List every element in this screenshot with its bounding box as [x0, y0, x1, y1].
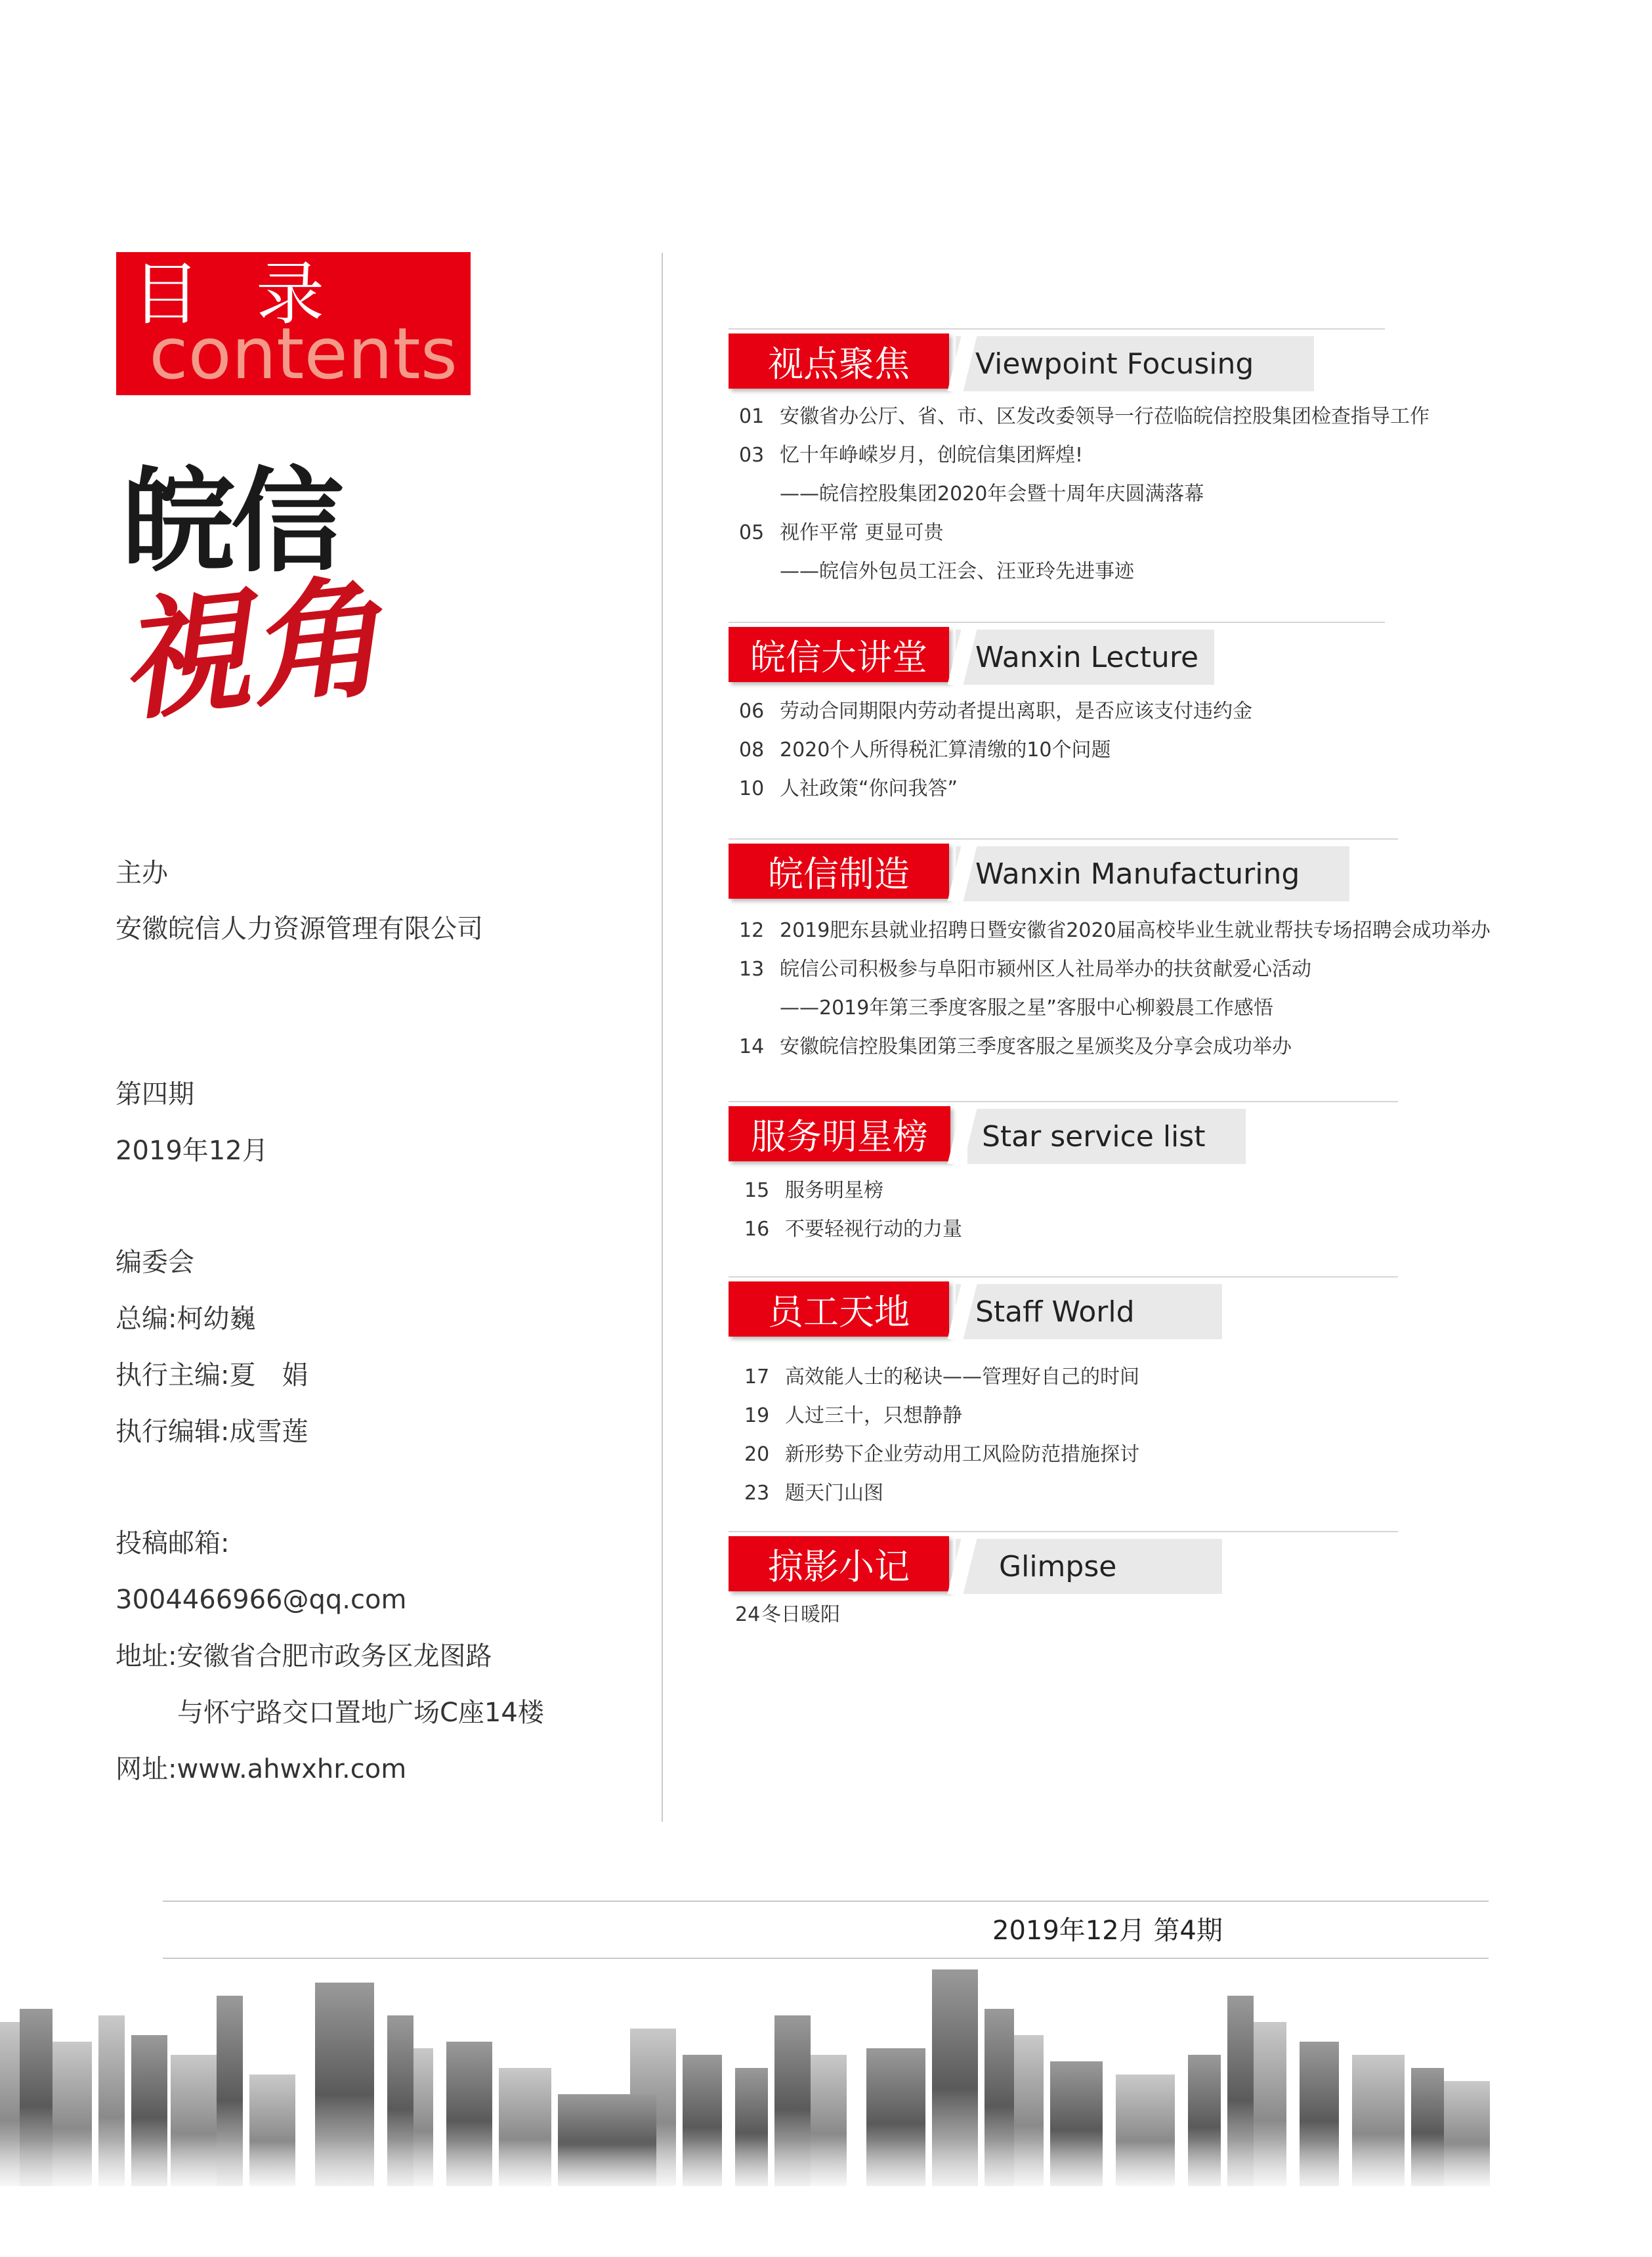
- toc-item[interactable]: [739, 442, 1083, 469]
- website-link[interactable]: 网址:www.ahwxhr.com: [116, 1754, 407, 1784]
- committee-chief: 总编:柯幼巍: [116, 1304, 256, 1334]
- page-number: 05: [739, 521, 765, 544]
- section-rule: [729, 1276, 1398, 1278]
- toc-title-en: contents: [149, 313, 457, 395]
- section-rule: [729, 328, 1385, 330]
- address-line2: 与怀宁路交口置地广场C座14楼: [177, 1698, 544, 1728]
- article-title: 人社政策“你问我答”: [780, 777, 958, 800]
- article-title: 服务明星榜: [785, 1179, 883, 1202]
- city-skyline-illustration: [0, 1943, 1652, 2257]
- page-number: 24: [735, 1603, 761, 1626]
- footer-rule-top: [163, 1901, 1489, 1902]
- section-rule: [729, 1531, 1398, 1532]
- email-label: 投稿邮箱:: [116, 1528, 230, 1558]
- section-title-en: Wanxin Manufacturing: [956, 846, 1349, 901]
- toc-item[interactable]: [744, 1403, 962, 1429]
- article-title: 2020个人所得税汇算清缴的10个问题: [780, 739, 1111, 762]
- toc-item[interactable]: [735, 1602, 840, 1628]
- page-number: 03: [739, 444, 765, 467]
- article-title: 安徽皖信控股集团第三季度客服之星颁奖及分享会成功举办: [780, 1035, 1292, 1058]
- committee-exec-editor: 执行编辑:成雪莲: [116, 1417, 308, 1447]
- toc-item[interactable]: [744, 1216, 962, 1243]
- page-number: 20: [744, 1443, 770, 1466]
- section-title-zh: 员工天地: [729, 1281, 949, 1337]
- footer-issue: 2019年12月 第4期: [992, 1916, 1223, 1946]
- article-title: 皖信公司积极参与阜阳市颍州区人社局举办的扶贫献爱心活动: [780, 958, 1311, 981]
- address-line1: 地址:安徽省合肥市政务区龙图路: [116, 1641, 492, 1671]
- article-title: 题天门山图: [785, 1482, 883, 1505]
- page-number: 19: [744, 1404, 770, 1427]
- toc-item[interactable]: [739, 957, 1311, 983]
- section-rule: [729, 1101, 1398, 1102]
- section-title-zh: 视点聚焦: [729, 333, 949, 389]
- committee-exec-chief: 执行主编:夏 娟: [116, 1360, 308, 1390]
- page-number: 10: [739, 777, 765, 800]
- issue-date: 2019年12月: [116, 1136, 268, 1166]
- section-title-zh: 皖信大讲堂: [729, 627, 949, 682]
- section-title-zh: 掠影小记: [729, 1536, 949, 1591]
- issue-number: 第四期: [116, 1079, 194, 1109]
- page-number: 16: [744, 1218, 770, 1241]
- section-title-en: Glimpse: [956, 1539, 1222, 1594]
- toc-item[interactable]: [739, 737, 1111, 763]
- toc-item[interactable]: [744, 1442, 1139, 1468]
- toc-item-subtitle: ——皖信控股集团2020年会暨十周年庆圆满落幕: [780, 483, 1204, 505]
- toc-title-zh: 目 录: [132, 254, 342, 334]
- publisher-label: 主办: [116, 858, 168, 888]
- page-number: 17: [744, 1365, 770, 1388]
- page-number: 23: [744, 1482, 770, 1505]
- article-title: 安徽省办公厅、省、市、区发改委领导一行莅临皖信控股集团检查指导工作: [780, 405, 1430, 428]
- column-divider: [662, 253, 663, 1822]
- article-title: 劳动合同期限内劳动者提出离职，是否应该支付违约金: [780, 700, 1252, 723]
- toc-item[interactable]: [739, 404, 1430, 430]
- section-title-en: Viewpoint Focusing: [956, 336, 1314, 391]
- section-title-zh: 皖信制造: [729, 844, 949, 899]
- toc-item[interactable]: [739, 918, 1491, 944]
- publisher-name: 安徽皖信人力资源管理有限公司: [116, 914, 483, 944]
- toc-item[interactable]: [739, 520, 944, 546]
- section-rule: [729, 622, 1385, 623]
- article-title: 2019肥东县就业招聘日暨安徽省2020届高校毕业生就业帮扶专场招聘会成功举办: [780, 919, 1491, 942]
- section-title-zh: 服务明星榜: [729, 1106, 950, 1161]
- committee-label: 编委会: [116, 1247, 194, 1278]
- page-number: 06: [739, 700, 765, 723]
- article-title: 高效能人士的秘诀——管理好自己的时间: [785, 1365, 1139, 1388]
- toc-item-subtitle: ——2019年第三季度客服之星”客服中心柳毅晨工作感悟: [780, 997, 1273, 1020]
- toc-item[interactable]: [744, 1480, 883, 1507]
- toc-item-subtitle: ——皖信外包员工汪会、汪亚玲先进事迹: [780, 560, 1134, 583]
- page-number: 08: [739, 739, 765, 762]
- section-title-en: Staff World: [956, 1284, 1222, 1339]
- page-number: 12: [739, 919, 765, 942]
- toc-item[interactable]: [744, 1364, 1139, 1390]
- toc-item[interactable]: [744, 1178, 883, 1204]
- page-number: 01: [739, 405, 765, 428]
- article-title: 冬日暖阳: [761, 1603, 840, 1626]
- brand-logo-line2: 視角: [110, 559, 389, 741]
- section-rule: [729, 838, 1398, 840]
- toc-item[interactable]: [739, 776, 958, 802]
- toc-badge: [116, 252, 471, 395]
- brand-logo-line1: 皖信: [122, 456, 340, 588]
- article-title: 新形势下企业劳动用工风险防范措施探讨: [785, 1443, 1139, 1466]
- section-title-en: Star service list: [967, 1109, 1246, 1164]
- page-number: 14: [739, 1035, 765, 1058]
- article-title: 不要轻视行动的力量: [785, 1218, 962, 1241]
- toc-item[interactable]: [739, 699, 1252, 725]
- page-number: 15: [744, 1179, 770, 1202]
- email-link[interactable]: 3004466966@qq.com: [116, 1585, 407, 1615]
- section-title-en: Wanxin Lecture: [956, 630, 1214, 685]
- article-title: 人过三十，只想静静: [785, 1404, 962, 1427]
- article-title: 视作平常 更显可贵: [780, 521, 944, 544]
- toc-item[interactable]: [739, 1034, 1292, 1060]
- article-title: 忆十年峥嵘岁月，创皖信集团辉煌!: [780, 444, 1084, 467]
- page-number: 13: [739, 958, 765, 981]
